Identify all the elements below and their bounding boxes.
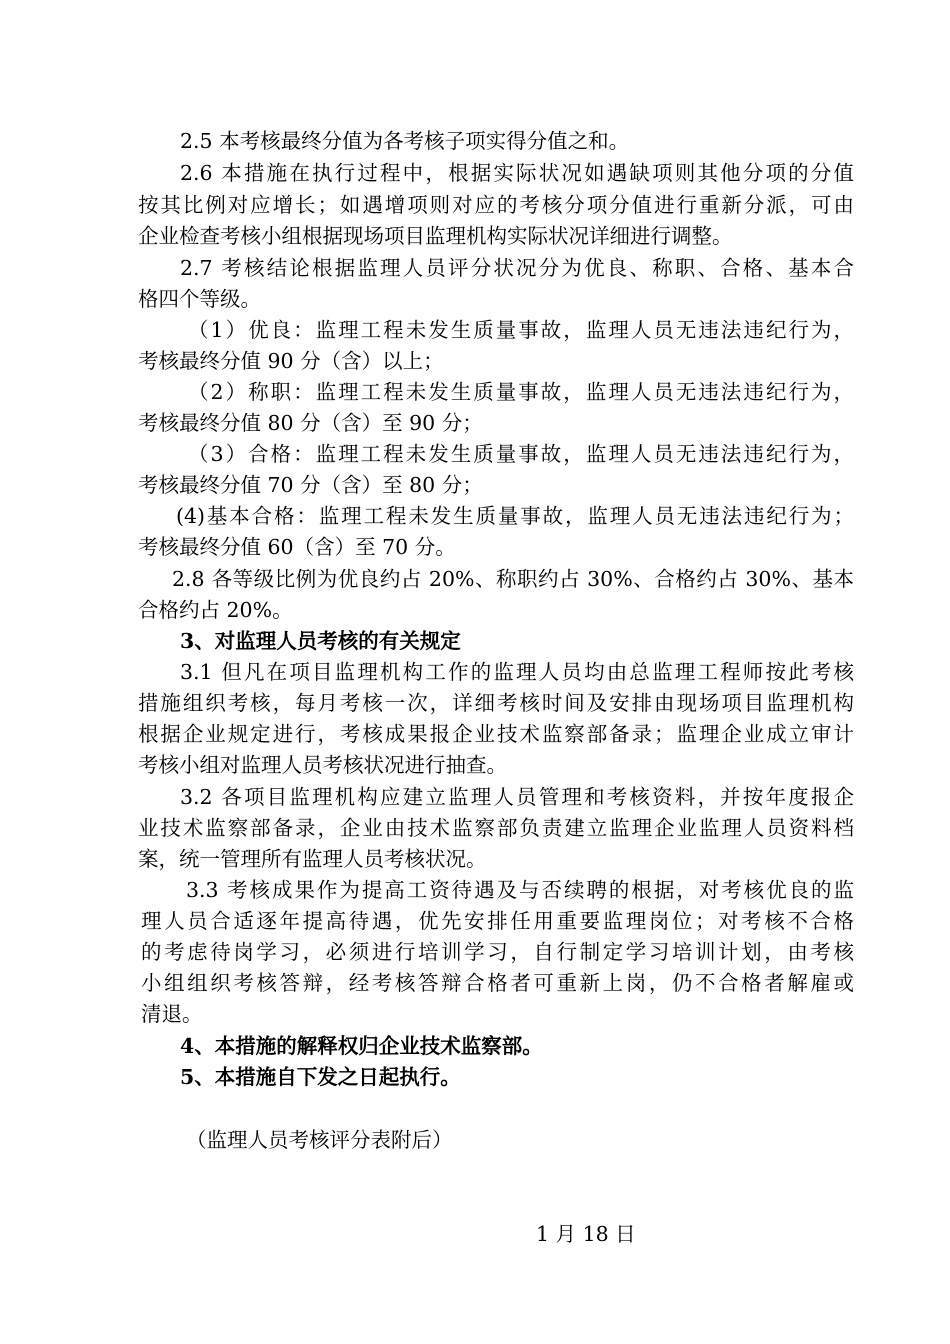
line-3-1-c: 根据企业规定进行，考核成果报企业技术监察部备录；监理企业成立审计: [138, 722, 854, 746]
line-grade-1-a: （1）优良：监理工程未发生质量事故，监理人员无违法违纪行为，: [188, 318, 854, 342]
line-grade-2-a: （2）称职：监理工程未发生质量事故，监理人员无违法违纪行为，: [188, 380, 854, 404]
line-3-1-d: 考核小组对监理人员考核状况进行抽查。: [138, 753, 507, 777]
appendix-note: （监理人员考核评分表附后）: [186, 1128, 453, 1152]
section-4-heading: 4、本措施的解释权归企业技术监察部。: [180, 1034, 543, 1058]
line-3-3-d: 小组组织考核答辩，经考核答辩合格者可重新上岗，仍不合格者解雇或: [141, 971, 854, 995]
line-3-2-b: 业技术监察部备录，企业由技术监察部负责建立监理企业监理人员资料档: [138, 816, 854, 840]
line-2-8-a: 2.8 各等级比例为优良约占 20%、称职约占 30%、合格约占 30%、基本: [172, 567, 854, 591]
line-3-2-c: 案，统一管理所有监理人员考核状况。: [138, 847, 487, 871]
line-3-1-a: 3.1 但凡在项目监理机构工作的监理人员均由总监理工程师按此考核: [180, 660, 854, 684]
line-2-6-c: 企业检查考核小组根据现场项目监理机构实际状况详细进行调整。: [138, 224, 733, 248]
line-2-5: 2.5 本考核最终分值为各考核子项实得分值之和。: [180, 129, 630, 153]
line-3-3-a: 3.3 考核成果作为提高工资待遇及与否续聘的根据，对考核优良的监: [186, 878, 854, 902]
line-3-3-c: 的考虑待岗学习，必须进行培训学习，自行制定学习培训计划，由考核: [141, 940, 854, 964]
section-5-heading: 5、本措施自下发之日起执行。: [180, 1065, 461, 1089]
line-2-7-b: 格四个等级。: [138, 287, 261, 311]
line-2-8-b: 合格约占 20%。: [138, 598, 293, 622]
line-grade-2-b: 考核最终分值 80 分（含）至 90 分；: [138, 411, 483, 435]
line-3-3-e: 清退。: [141, 1002, 203, 1026]
line-grade-1-b: 考核最终分值 90 分（含）以上；: [138, 349, 444, 373]
document-date: 1 月 18 日: [536, 1222, 636, 1246]
line-2-6-b: 按其比例对应增长；如遇增项则对应的考核分项分值进行重新分派，可由: [138, 193, 854, 217]
line-grade-4-a: (4)基本合格：监理工程未发生质量事故，监理人员无违法违纪行为；: [176, 504, 854, 528]
section-3-heading: 3、对监理人员考核的有关规定: [180, 629, 461, 653]
line-3-1-b: 措施组织考核，每月考核一次，详细考核时间及安排由现场项目监理机构: [138, 691, 854, 715]
line-grade-3-b: 考核最终分值 70 分（含）至 80 分；: [138, 473, 483, 497]
line-2-7-a: 2.7 考核结论根据监理人员评分状况分为优良、称职、合格、基本合: [180, 256, 854, 280]
line-3-3-b: 理人员合适逐年提高待遇，优先安排任用重要监理岗位；对考核不合格: [141, 909, 854, 933]
line-grade-4-b: 考核最终分值 60（含）至 70 分。: [138, 535, 456, 559]
line-2-6-a: 2.6 本措施在执行过程中，根据实际状况如遇缺项则其他分项的分值: [180, 161, 854, 185]
line-grade-3-a: （3）合格：监理工程未发生质量事故，监理人员无违法违纪行为，: [188, 442, 854, 466]
line-3-2-a: 3.2 各项目监理机构应建立监理人员管理和考核资料，并按年度报企: [180, 785, 854, 809]
